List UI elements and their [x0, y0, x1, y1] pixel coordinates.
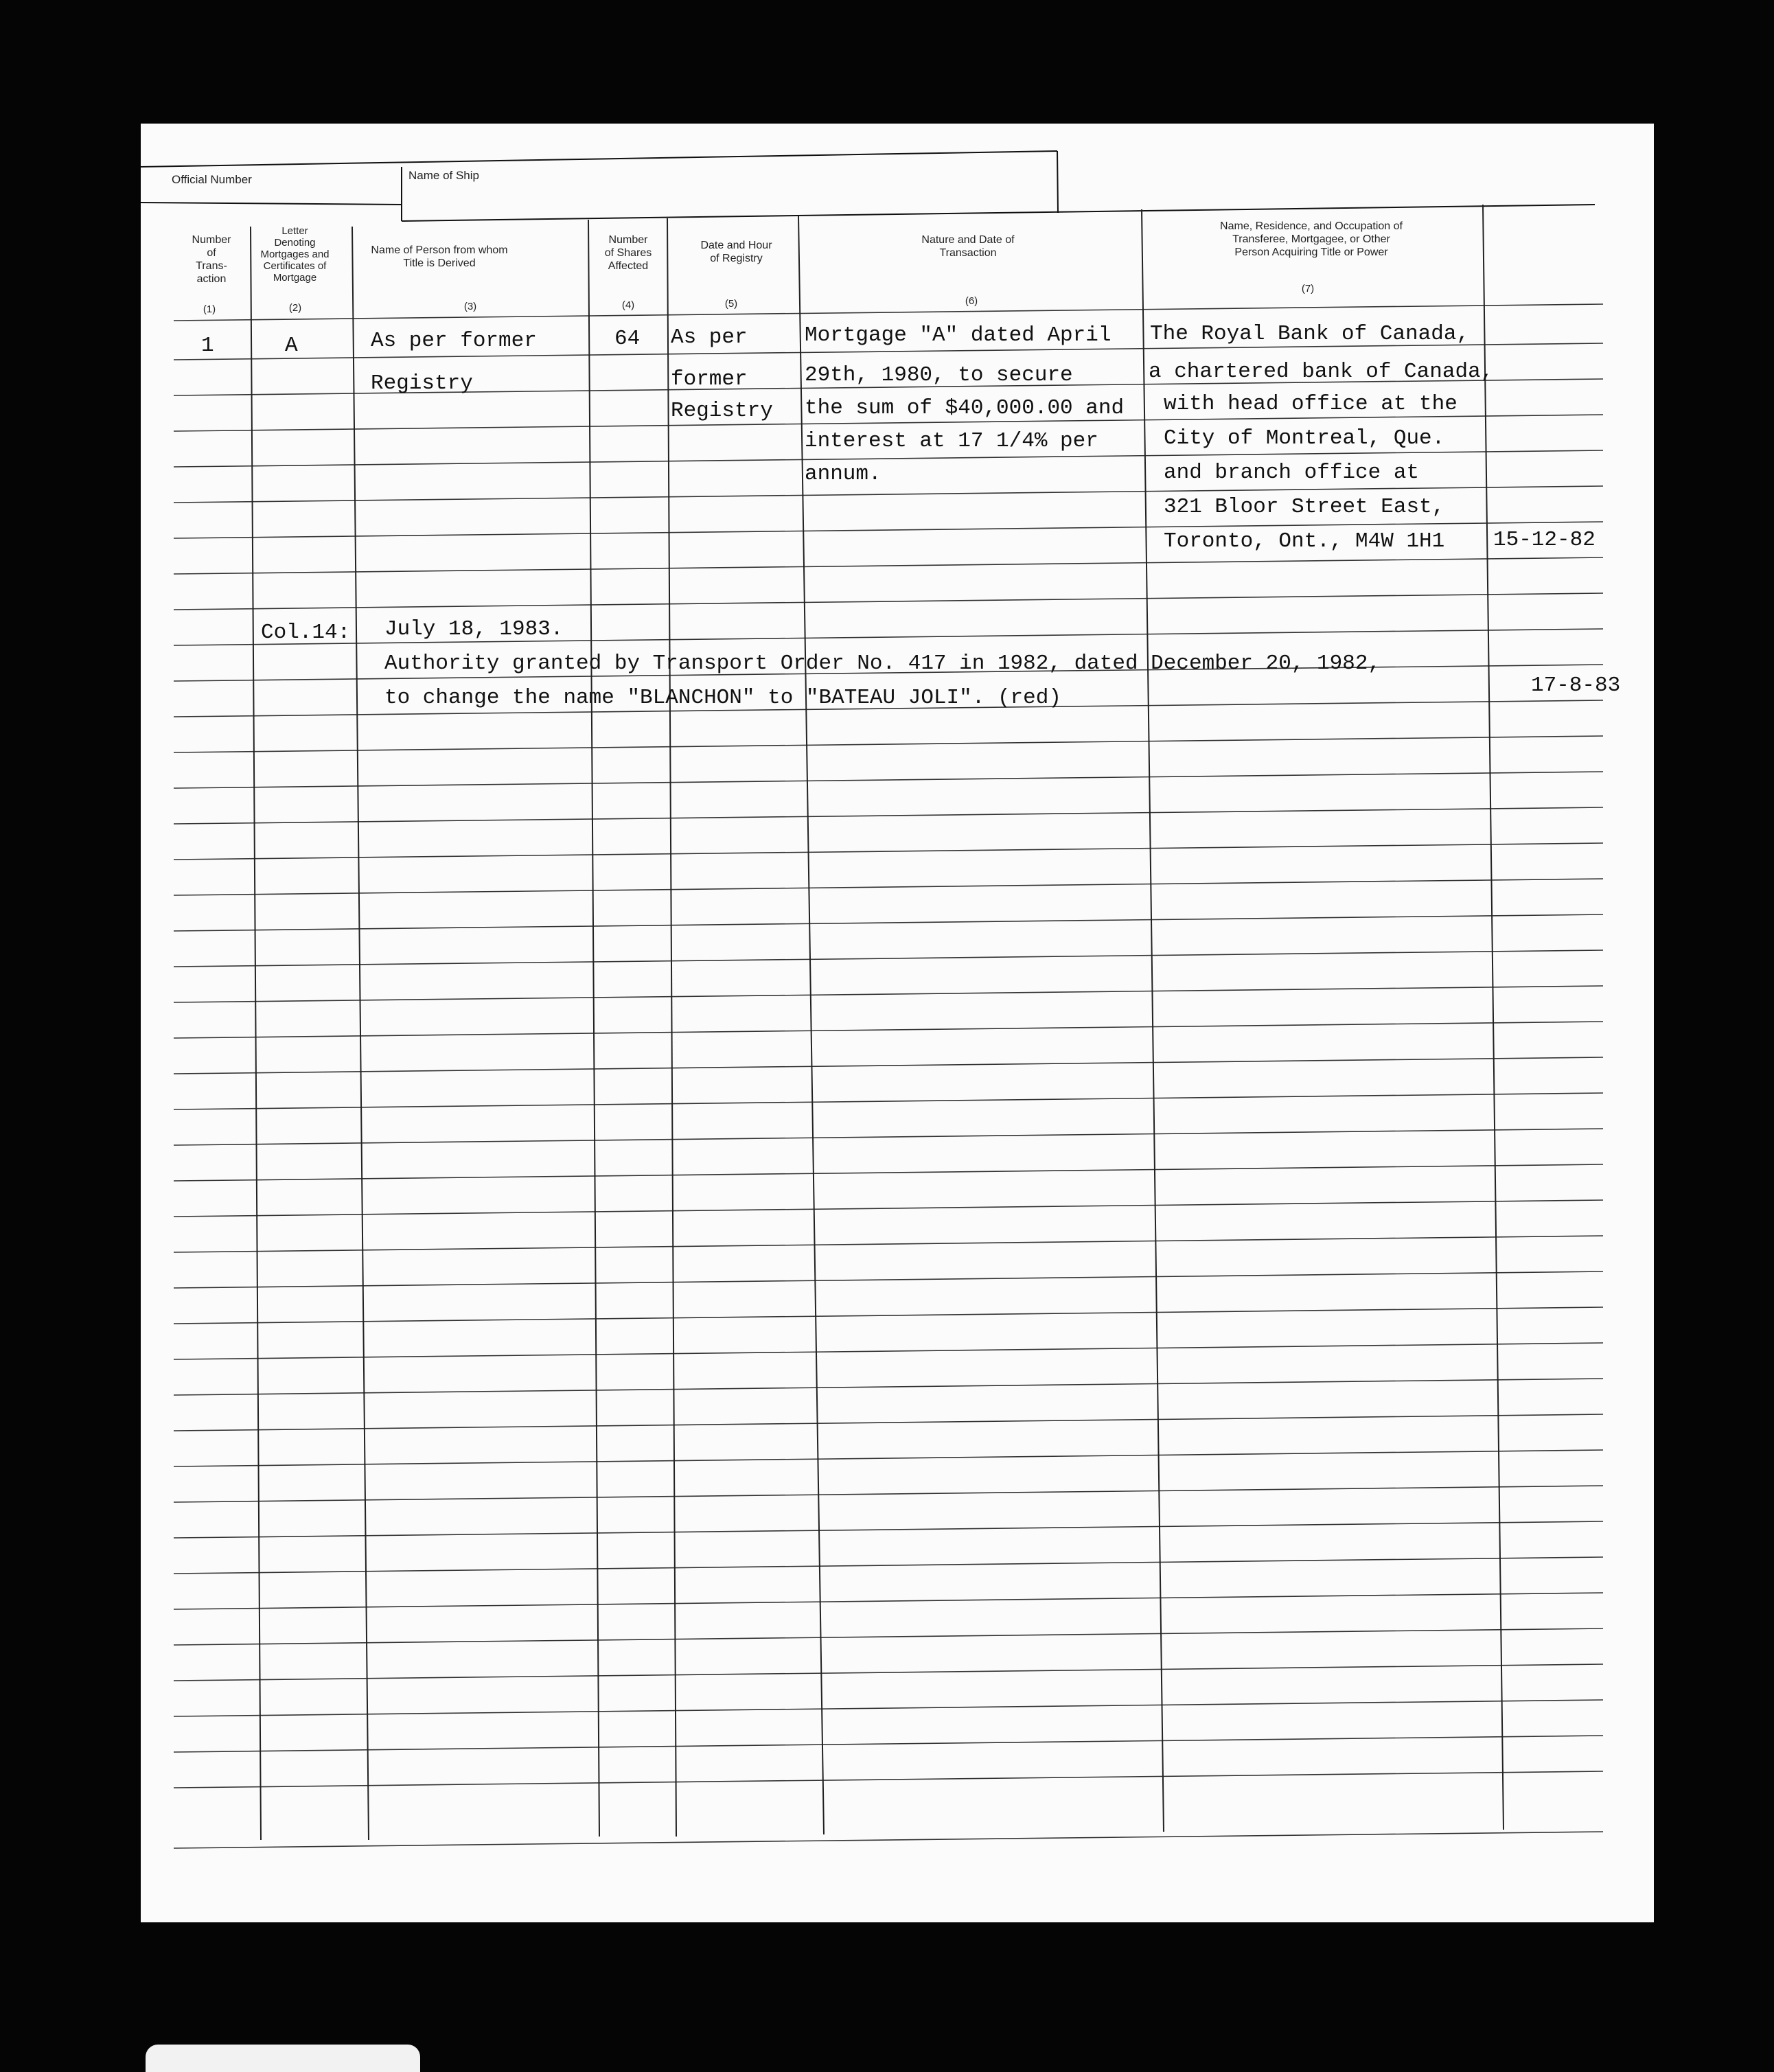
ruled-line	[174, 1093, 1603, 1109]
ruled-line	[174, 1832, 1603, 1848]
col4-number: (4)	[621, 299, 635, 311]
col7-number: (7)	[1301, 283, 1315, 295]
ruled-line	[174, 1593, 1603, 1609]
transferee-line-4: City of Montreal, Que.	[1164, 426, 1445, 450]
ruled-line	[174, 1736, 1603, 1752]
col2-number: (2)	[288, 302, 302, 314]
derived-line-1: As per former	[371, 329, 537, 353]
ruled-line	[174, 1557, 1603, 1574]
col5-number: (5)	[724, 298, 738, 310]
ruled-line	[174, 1628, 1603, 1645]
ruled-line	[174, 1343, 1603, 1359]
ruled-line	[174, 1700, 1603, 1716]
ruled-line	[174, 1450, 1603, 1466]
mortgage-letter: A	[285, 334, 298, 358]
nature-line-5: annum.	[805, 462, 882, 486]
ruled-line	[174, 736, 1603, 752]
registry-line-2: former	[671, 367, 748, 391]
column-divider	[1142, 209, 1164, 1832]
col6-number: (6)	[965, 295, 978, 307]
remark-date: July 18, 1983.	[384, 617, 564, 641]
transferee-line-2: a chartered bank of Canada,	[1149, 360, 1494, 384]
col4-header: Number of Shares Affected	[604, 234, 652, 272]
remark-line-2: to change the name "BLANCHON" to "BATEAU JOLI". (red)	[384, 686, 1061, 710]
ruled-line	[174, 593, 1603, 610]
transaction-number: 1	[201, 334, 214, 358]
ruled-line	[174, 914, 1603, 931]
ruled-line	[174, 950, 1603, 967]
col3-number: (3)	[463, 301, 477, 312]
registry-line-1: As per	[671, 325, 748, 349]
column-divider	[352, 227, 369, 1840]
ruled-line	[174, 304, 1603, 321]
ruled-line	[174, 1414, 1603, 1431]
ruled-line	[174, 986, 1603, 1002]
ruled-line	[174, 1307, 1603, 1324]
entry-date-noted: 15-12-82	[1493, 528, 1596, 552]
ruled-line	[174, 843, 1603, 860]
col2-header: Letter Denoting Mortgages and Certificates of Mortgage	[260, 225, 330, 284]
transferee-line-7: Toronto, Ont., M4W 1H1	[1164, 529, 1445, 553]
transferee-line-1: The Royal Bank of Canada,	[1150, 322, 1470, 346]
derived-line-2: Registry	[371, 371, 473, 395]
ruled-line	[174, 772, 1603, 788]
ruled-line	[174, 807, 1603, 824]
registry-line-3: Registry	[671, 399, 773, 423]
transferee-line-5: and branch office at	[1164, 461, 1420, 485]
remark-date-noted: 17-8-83	[1531, 674, 1621, 698]
remark-label: Col.14:	[261, 621, 351, 645]
nature-line-3: the sum of $40,000.00 and	[805, 396, 1125, 420]
col1-header: Number of Trans- action	[192, 234, 231, 285]
col7-header: Name, Residence, and Occupation of Transferee, Mortgagee, or Other Person Acquiring Title or Power	[1220, 220, 1403, 258]
col3-header: Name of Person from whom Title is Derived	[371, 244, 508, 269]
ruled-line	[174, 1057, 1603, 1074]
ruled-line	[174, 1664, 1603, 1681]
ruled-line	[174, 1129, 1603, 1145]
col6-header: Nature and Date of Transaction	[921, 234, 1015, 259]
column-divider	[251, 227, 261, 1840]
ruled-line	[174, 1271, 1603, 1288]
col1-number: (1)	[203, 303, 216, 315]
shares-affected: 64	[614, 327, 641, 351]
ruled-line	[174, 1771, 1603, 1788]
ruled-line	[174, 1022, 1603, 1038]
transferee-line-6: 321 Bloor Street East,	[1164, 495, 1445, 519]
ruled-line	[174, 1521, 1603, 1538]
ruled-line	[174, 1486, 1603, 1502]
nature-line-4: interest at 17 1/4% per	[805, 429, 1098, 453]
register-page	[141, 124, 1654, 1922]
nature-line-1: Mortgage "A" dated April	[805, 323, 1111, 347]
col5-header: Date and Hour of Registry	[700, 240, 772, 264]
ruled-line	[174, 1379, 1603, 1395]
ruled-line	[174, 1164, 1603, 1181]
ruled-line	[174, 1236, 1603, 1252]
remark-line-1: Authority granted by Transport Order No. 417 in 1982, dated December 20, 1982,	[384, 652, 1381, 676]
ruled-line	[174, 1200, 1603, 1217]
transferee-line-3: with head office at the	[1164, 392, 1458, 416]
paper-scrap	[146, 2045, 420, 2072]
name-of-ship-label: Name of Ship	[408, 169, 479, 182]
official-number-label: Official Number	[172, 173, 252, 186]
ruled-line	[174, 879, 1603, 895]
column-divider	[1483, 205, 1504, 1830]
ruled-line	[174, 557, 1603, 574]
nature-line-2: 29th, 1980, to secure	[805, 363, 1073, 387]
